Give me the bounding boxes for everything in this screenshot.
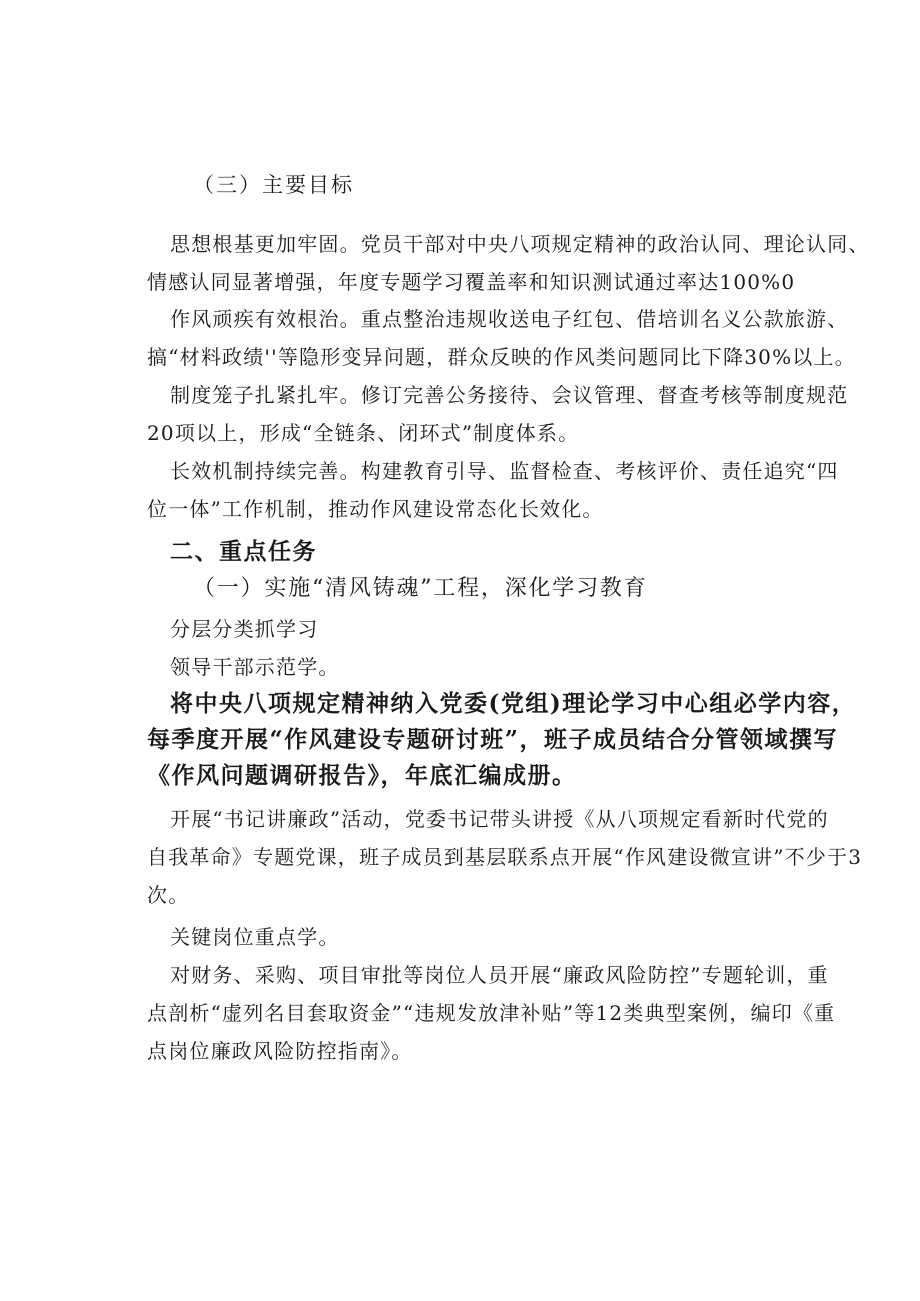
paragraph-line: 思想根基更加牢固。党员干部对中央八项规定精神的政治认同、理论认同、 <box>170 232 870 256</box>
paragraph-line: 领导干部示范学。 <box>170 655 340 679</box>
goal-paragraph-work-style <box>147 300 856 376</box>
paragraph-line: 搞“材料政绩''等隐形变异问题，群众反映的作风类问题同比下降30%以上。 <box>147 345 856 369</box>
section-heading-main-goals: （三）主要目标 <box>193 173 354 197</box>
paragraph-line: 将中央八项规定精神纳入党委(党组)理论学习中心组必学内容， <box>170 690 857 717</box>
part-heading-key-tasks: 二、重点任务 <box>170 539 317 565</box>
paragraph-line: 点岗位廉政风险防控指南》。 <box>147 1039 413 1063</box>
paragraph-line: 每季度开展“作风建设专题研讨班”，班子成员结合分管领域撰写 <box>147 726 838 753</box>
paragraph-line: 位一体”工作机制，推动作风建设常态化长效化。 <box>147 497 604 521</box>
key-posts-paragraph <box>147 956 836 1070</box>
paragraph-line: 《作风问题调研报告》，年底汇编成册。 <box>147 762 577 789</box>
subheading-key-posts-learning <box>170 918 340 956</box>
paragraph-line: 点剖析“虚列名目套取资金”“违规发放津补贴”等12类典型案例，编印《重 <box>147 1001 836 1025</box>
paragraph-line: 次。 <box>147 883 190 907</box>
goal-paragraph-mechanism <box>147 452 839 528</box>
goal-paragraph-system <box>147 376 849 452</box>
task-heading-clean-wind: （一）实施“清风铸魂”工程，深化学习教育 <box>193 576 648 601</box>
paragraph-line: 对财务、采购、项目审批等岗位人员开展“廉政风险防控”专题轮训，重 <box>170 963 829 987</box>
subheading-leader-learning <box>170 648 340 686</box>
paragraph-line: 情感认同显著增强，年度专题学习覆盖率和知识测试通过率达100%0 <box>147 270 796 294</box>
paragraph-line: 制度笼子扎紧扎牢。修订完善公务接待、会议管理、督查考核等制度规范 <box>170 383 849 407</box>
paragraph-line: 20项以上，形成“全链条、闭环式”制度体系。 <box>147 421 580 445</box>
paragraph-line: 关键岗位重点学。 <box>170 925 340 949</box>
paragraph-line: 开展“书记讲廉政”活动，党委书记带头讲授《从八项规定看新时代党的 <box>170 807 829 831</box>
paragraph-line: 自我革命》专题党课，班子成员到基层联系点开展“作风建设微宣讲”不少于3 <box>147 845 863 869</box>
leader-learning-paragraph <box>147 686 857 794</box>
secretary-lecture-paragraph <box>147 800 863 914</box>
paragraph-line: 作风顽疾有效根治。重点整治违规收送电子红包、借培训名义公款旅游、 <box>170 307 849 331</box>
goal-paragraph-ideology <box>147 225 870 301</box>
paragraph-line: 长效机制持续完善。构建教育引导、监督检查、考核评价、责任追究“四 <box>170 459 839 483</box>
subheading-layered-learning <box>170 610 318 648</box>
paragraph-line: 分层分类抓学习 <box>170 617 319 641</box>
